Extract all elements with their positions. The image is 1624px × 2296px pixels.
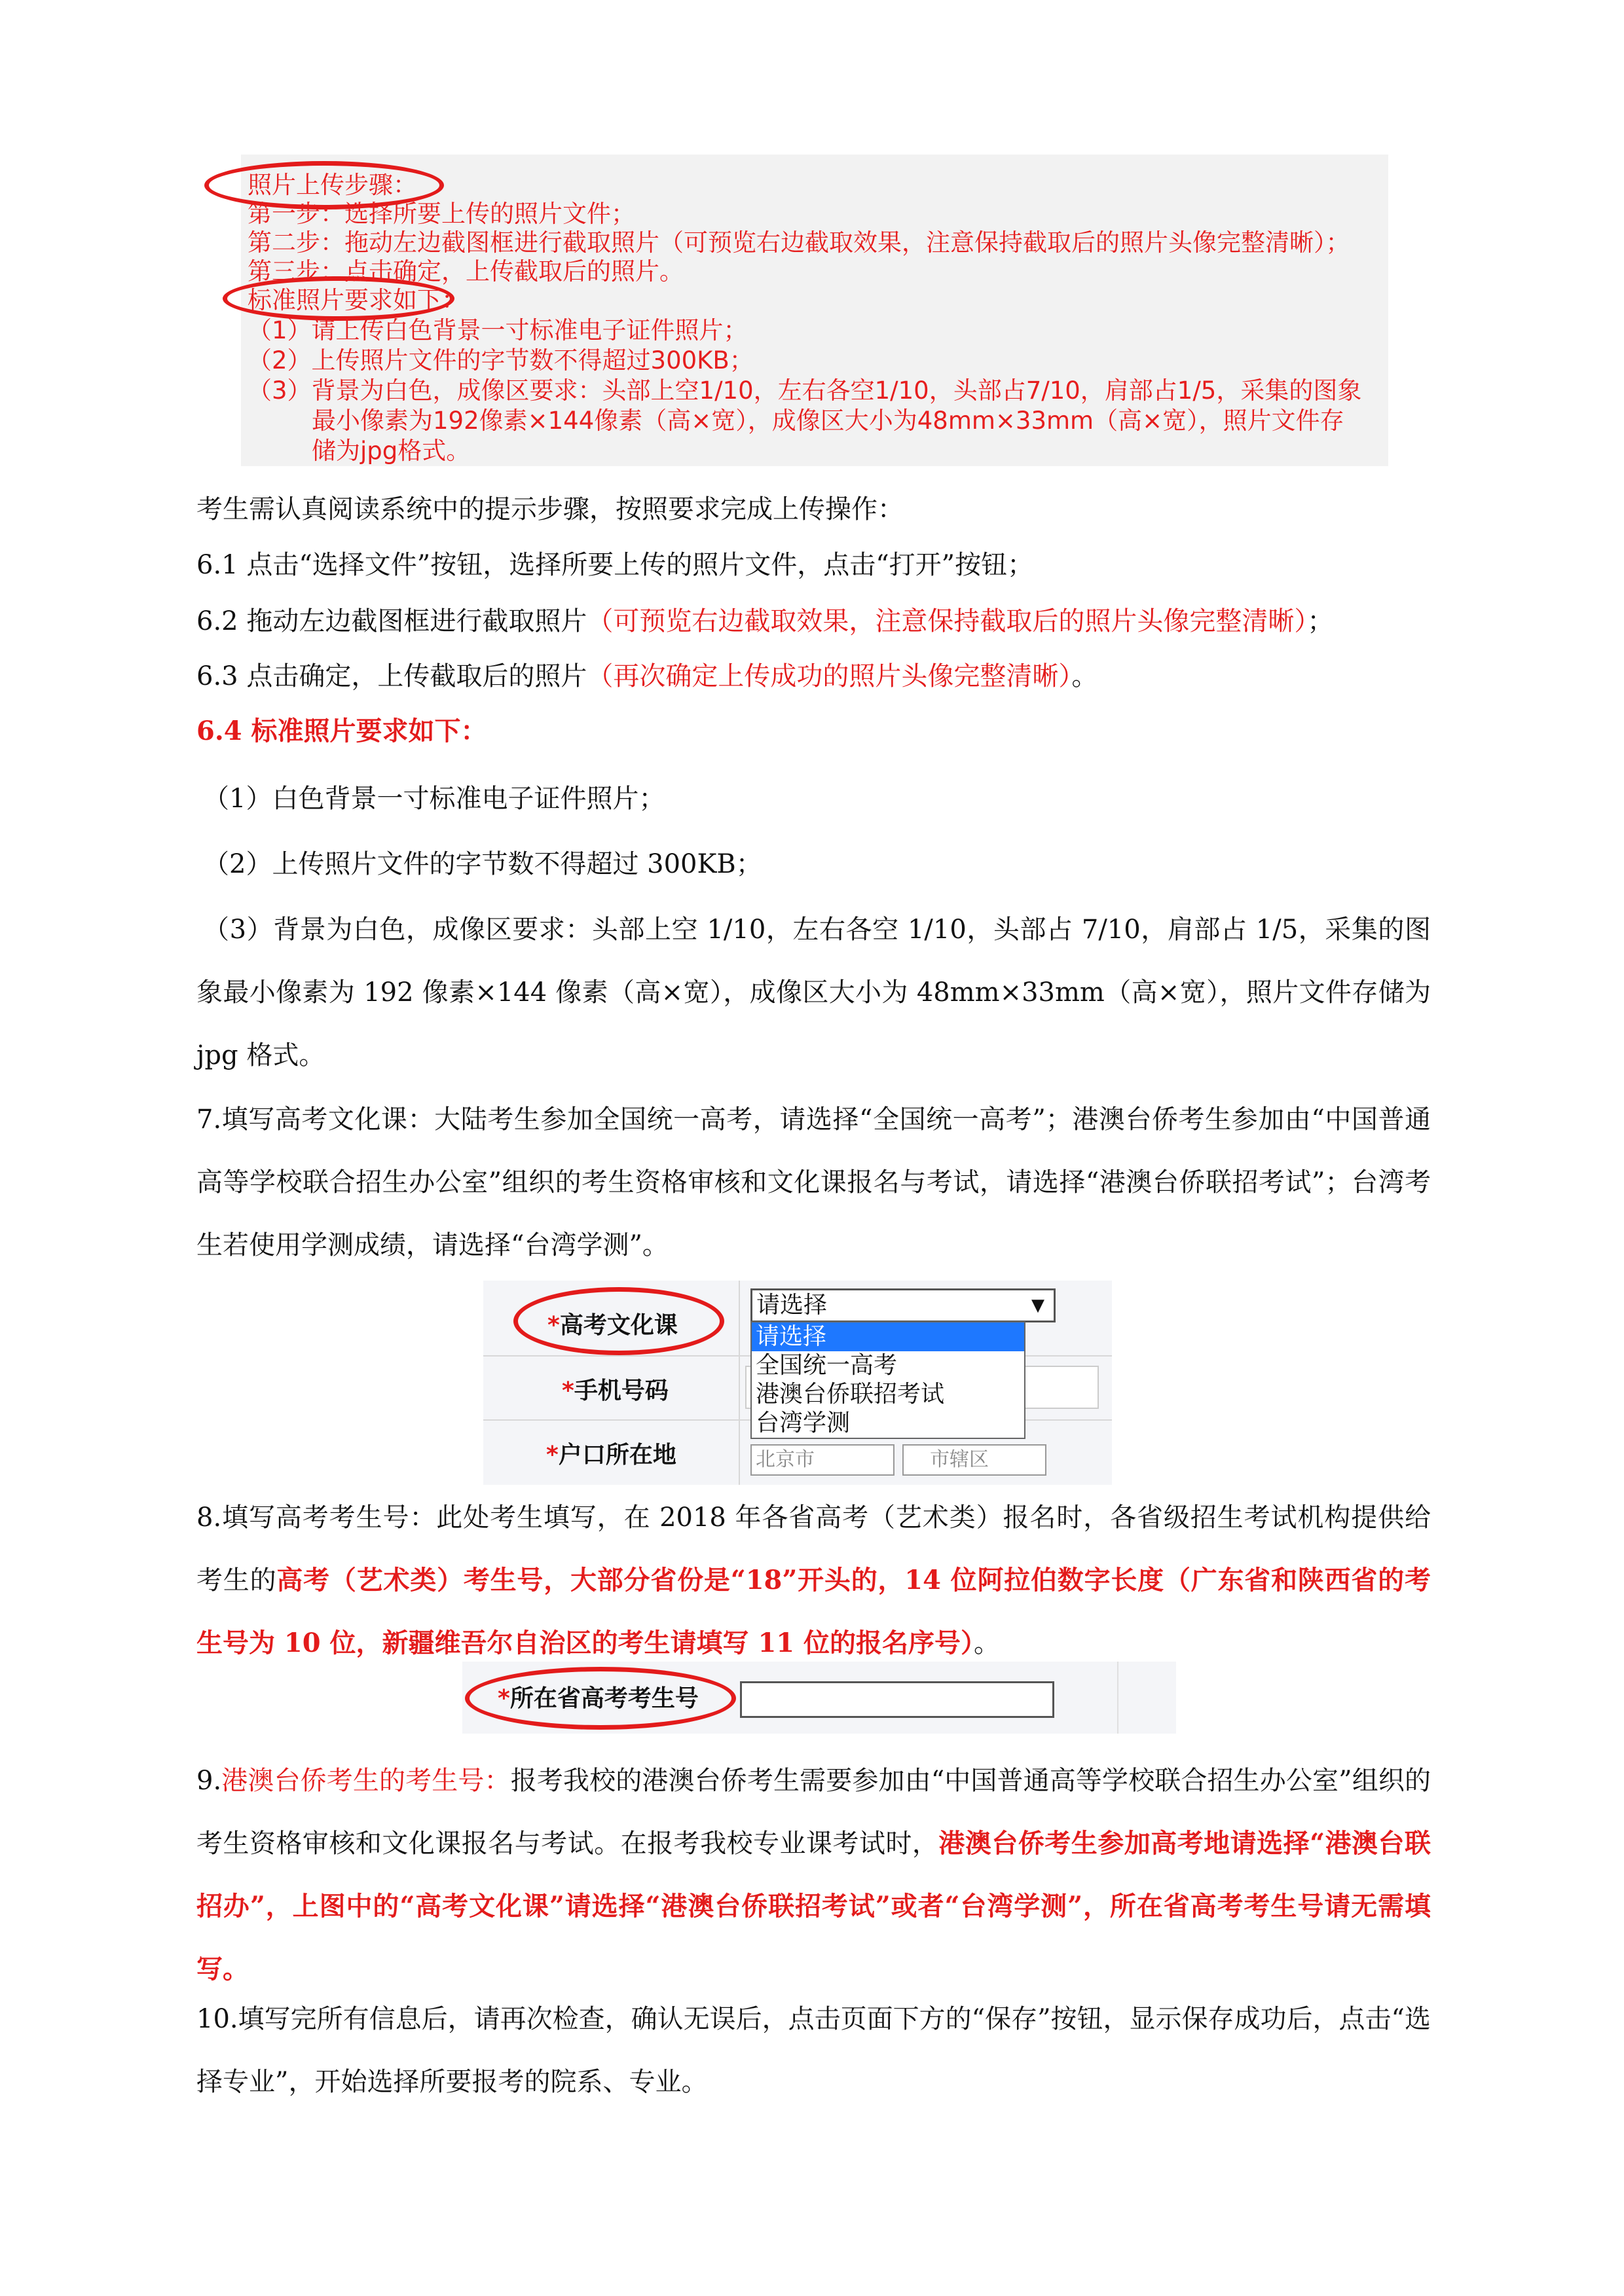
step-10-text: 10.填写完所有信息后，请再次检查，确认无误后，点击页面下方的“保存”按钮，显示保存成功后，点击“选择专业”，开始选择所要报考的院系、专业。 [196,2004,1431,2097]
district-select-partial[interactable]: 市辖区 [902,1444,1046,1476]
step-9-text [196,1749,1431,2001]
photo-requirement-2: （2）上传照片文件的字节数不得超过 300KB； [203,849,762,879]
step-9-highlight: 港澳台侨考生参加高考地请选择“港澳台联招办”，上图中的“高考文化课”请选择“港澳台侨联招考试”或者“台湾学测”，所在省高考考生号请无需填写。 [196,1828,1431,1984]
dropdown-option[interactable]: 请选择 [752,1322,1024,1351]
chevron-down-icon: ▼ [1031,1296,1044,1315]
upload-steps-heading: 照片上传步骤： [248,171,417,199]
exam-number-screenshot [462,1662,1176,1734]
step-6-3 [196,657,1098,696]
step-6-1: 6.1 点击“选择文件”按钮，选择所要上传的照片文件，点击“打开”按钮； [196,550,1034,580]
step-9-number: 9. [196,1766,222,1796]
exam-number-label: *所在省高考考生号 [498,1685,699,1712]
step-9-heading: 港澳台侨考生的考生号： [221,1766,511,1796]
upload-step-2: 第二步：拖动左边截图框进行截取照片（可预览右边截取效果，注意保持截取后的照片头像完整清晰）； [248,228,1350,257]
requirements-heading: 标准照片要求如下： [248,286,466,314]
exam-number-input[interactable] [740,1681,1054,1718]
photo-upload-instructions-screenshot [241,155,1388,466]
gaokao-subject-select[interactable] [750,1288,1056,1322]
step-6-2 [196,602,1333,641]
dropdown-option[interactable]: 港澳台侨联招考试 [756,1381,945,1408]
requirement-3-line-1: （3）背景为白色，成像区要求：头部上空1/10，左右各空1/10，头部占7/10，肩部占1/5，采集的图象 [248,376,1362,405]
step-8-end: 。 [974,1628,1001,1658]
dropdown-option[interactable]: 台湾学测 [756,1410,851,1436]
step-6-2-note: （可预览右边截取效果，注意保持截取后的照片头像完整清晰） [587,606,1308,636]
upload-step-1: 第一步：选择所要上传的照片文件； [248,200,635,228]
intro-text: 考生需认真阅读系统中的提示步骤，按照要求完成上传操作： [196,494,904,524]
select-value: 请选择 [756,1292,828,1319]
requirement-3-line-3: 储为jpg格式。 [312,437,471,465]
step-6-3-note: （再次确定上传成功的照片头像完整清晰） [587,661,1072,691]
step-6-3-end: 。 [1071,661,1098,691]
gaokao-form-screenshot [483,1281,1112,1485]
requirement-3-line-2: 最小像素为192像素×144像素（高×宽），成像区大小为48mm×33mm（高×宽），照片文件存 [312,407,1344,435]
photo-requirement-3: （3）背景为白色，成像区要求：头部上空 1/10，左右各空 1/10，头部占 7/10，肩部占 1/5，采集的图象最小像素为 192 像素×144 像素（高×宽），成像区大小为 48mm×33mm（高×宽），照片文件存储为 jpg 格式。 [196,915,1431,1070]
gaokao-subject-dropdown [750,1321,1025,1439]
step-8-text [196,1486,1431,1675]
requirement-2: （2）上传照片文件的字节数不得超过300KB； [248,346,754,374]
step-9-body: 报考我校的港澳台侨考生需要参加由“中国普通高等学校联合招生办公室”组织的考生资格审核和文化课报名与考试。在报考我校专业课考试时， [196,1766,1431,1859]
province-select-partial[interactable]: 北京市 [750,1444,895,1476]
column-divider [739,1281,740,1485]
phone-label: *手机号码 [562,1377,669,1404]
step-6-2-text: 6.2 拖动左边截图框进行截取照片 [196,606,587,636]
dropdown-option[interactable]: 全国统一高考 [756,1352,898,1379]
step-8-intro: 8.填写高考考生号：此处考生填写，在 2018 年各省高考（艺术类）报名时，各省级招生考试机构提供给考生的 [196,1503,1431,1595]
gaokao-subject-label: *高考文化课 [547,1312,678,1339]
column-divider [1117,1662,1118,1734]
upload-step-3: 第三步：点击确定，上传截取后的照片。 [248,257,684,285]
requirement-1: （1）请上传白色背景一寸标准电子证件照片； [248,316,748,344]
step-8-highlight: 高考（艺术类）考生号，大部分省份是“18”开头的，14 位阿拉伯数字长度（广东省和陕西省的考生号为 10 位，新疆维吾尔自治区的考生请填写 11 位的报名序号） [196,1565,1431,1658]
step-6-4-heading: 6.4 标准照片要求如下： [196,716,487,746]
step-7-text: 7.填写高考文化课：大陆考生参加全国统一高考，请选择“全国统一高考”；港澳台侨考生参加由“中国普通高等学校联合招生办公室”组织的考生资格审核和文化课报名与考试，请选择“港澳台侨联招考试”；台湾考生若使用学测成绩，请选择“台湾学测”。 [196,1104,1431,1260]
step-6-2-end: ； [1307,606,1334,636]
photo-requirement-1: （1）白色背景一寸标准电子证件照片； [203,784,665,814]
step-6-3-text: 6.3 点击确定，上传截取后的照片 [196,661,587,691]
household-label: *户口所在地 [546,1442,676,1468]
